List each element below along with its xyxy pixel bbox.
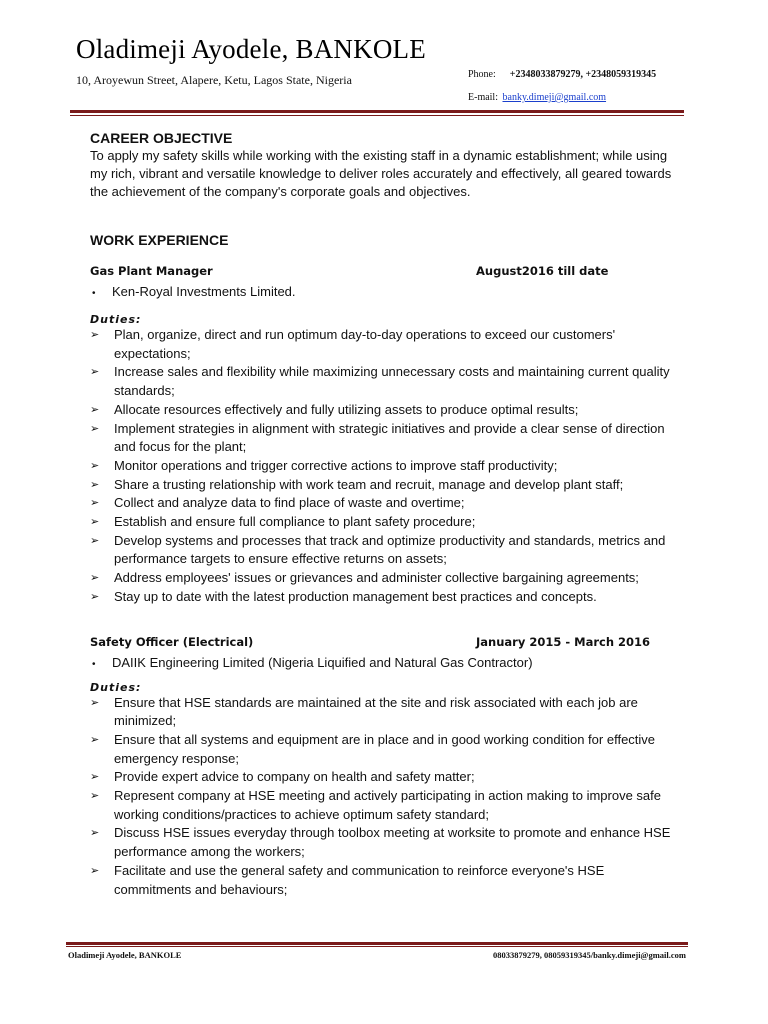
footer-divider-thin: [66, 946, 688, 947]
address: 10, Aroyewun Street, Alapere, Ketu, Lagos State, Nigeria: [76, 73, 352, 87]
email-link[interactable]: banky.dimeji@gmail.com: [502, 92, 607, 103]
resume-body: [90, 130, 682, 899]
email-line: [468, 92, 606, 103]
duty-text: Ensure that all systems and equipment are in place and in good working condition for effective emergency response;: [114, 731, 656, 766]
arrow-bullet-icon: ➢: [90, 696, 100, 709]
duty-item: [90, 401, 682, 420]
duty-text: Develop systems and processes that track and optimize productivity and standards, metrics and performance targets to ensure effective returns on assets;: [114, 532, 666, 567]
duty-text: Represent company at HSE meeting and actively participating in action making to improve safe working conditions/practices to achieve optimum safety standard;: [114, 788, 662, 822]
arrow-bullet-icon: ➢: [90, 422, 100, 435]
duty-item: [90, 457, 682, 476]
duty-text: Establish and ensure full compliance to plant safety procedure;: [114, 514, 476, 530]
duty-item: [90, 824, 682, 861]
arrow-bullet-icon: ➢: [90, 864, 100, 877]
career-objective-text: To apply my safety skills while working with the existing staff in a dynamic establishment; while using my rich, vibrant and versatile knowledge to deliver roles accurately and effectively, all geared towards the achievement of the company's corporate goals and objectives.: [90, 148, 672, 199]
duty-text: Facilitate and use the general safety and communication to reinforce everyone's HSE commitments and behaviours;: [114, 862, 605, 897]
duty-text: Collect and analyze data to find place of waste and overtime;: [114, 495, 465, 511]
arrow-bullet-icon: ➢: [90, 516, 100, 529]
job-header: [90, 264, 682, 284]
duty-item: [90, 532, 682, 569]
job-title: Gas Plant Manager: [90, 264, 213, 278]
job-date: August2016 till date: [476, 264, 609, 278]
company: [90, 284, 682, 299]
job-entry: [90, 635, 682, 900]
duty-item: [90, 363, 682, 400]
resume-name: Oladimeji Ayodele, BANKOLE: [76, 34, 426, 64]
duty-text: Discuss HSE issues everyday through toolbox meeting at worksite to promote and enhance HSE performance among the workers;: [114, 825, 671, 860]
header-divider: [70, 110, 684, 113]
arrow-bullet-icon: ➢: [90, 790, 100, 803]
arrow-bullet-icon: ➢: [90, 572, 100, 585]
company-name: Ken-Royal Investments Limited.: [112, 284, 296, 299]
footer-name: Oladimeji Ayodele, BANKOLE: [68, 950, 182, 960]
duty-item: [90, 768, 682, 787]
footer-contact: 08033879279, 08059319345/banky.dimeji@gmail.com: [492, 950, 686, 960]
duty-text: Implement strategies in alignment with strategic initiatives and provide a clear sense of direction and focus for the plant;: [114, 420, 665, 455]
duty-item: [90, 569, 682, 588]
duties-label: Duties:: [90, 680, 142, 694]
duty-item: [90, 476, 682, 495]
phone-line: [468, 69, 656, 80]
duty-item: [90, 494, 682, 513]
bullet-icon: •: [92, 658, 96, 670]
duty-text: Plan, organize, direct and run optimum day-to-day operations to exceed our customers' expectations;: [114, 327, 616, 361]
job-entry: [90, 264, 682, 607]
duty-text: Share a trusting relationship with work team and recruit, manage and develop plant staff;: [114, 476, 624, 492]
duty-text: Ensure that HSE standards are maintained at the site and risk associated with each job are minimized;: [114, 694, 638, 729]
duty-text: Stay up to date with the latest production management best practices and concepts.: [114, 588, 597, 604]
phone-value: +2348033879279, +2348059319345: [509, 69, 657, 80]
duty-text: Increase sales and flexibility while maximizing unnecessary costs and maintaining current quality standards;: [114, 364, 670, 399]
duty-item: [90, 326, 682, 363]
arrow-bullet-icon: ➢: [90, 366, 100, 379]
arrow-bullet-icon: ➢: [90, 590, 100, 603]
duties-list: [90, 694, 682, 900]
arrow-bullet-icon: ➢: [90, 827, 100, 840]
duty-item: [90, 420, 682, 457]
duty-text: Address employees' issues or grievances and administer collective bargaining agreements;: [114, 570, 639, 586]
bullet-icon: •: [92, 288, 96, 299]
arrow-bullet-icon: ➢: [90, 329, 100, 341]
career-objective-heading: CAREER OBJECTIVE: [90, 130, 233, 146]
email-label: E-mail:: [468, 92, 498, 103]
duty-item: [90, 731, 682, 768]
duty-item: [90, 862, 682, 899]
arrow-bullet-icon: ➢: [90, 534, 100, 547]
job-header: [90, 635, 682, 655]
job-date: January 2015 - March 2016: [476, 634, 651, 649]
duties-label: Duties:: [90, 313, 142, 326]
arrow-bullet-icon: ➢: [90, 771, 100, 784]
duty-item: [90, 787, 682, 824]
arrow-bullet-icon: ➢: [90, 403, 100, 416]
job-title: Safety Officer (Electrical): [90, 634, 254, 649]
arrow-bullet-icon: ➢: [90, 497, 100, 510]
duty-item: [90, 694, 682, 731]
duties-list: [90, 326, 682, 607]
phone-label: Phone:: [468, 69, 496, 80]
duty-item: [90, 513, 682, 532]
company: [90, 655, 682, 670]
arrow-bullet-icon: ➢: [90, 459, 100, 472]
duty-text: Monitor operations and trigger corrective actions to improve staff productivity;: [114, 457, 558, 473]
duty-item: [90, 588, 682, 607]
work-experience-heading: WORK EXPERIENCE: [90, 232, 229, 248]
arrow-bullet-icon: ➢: [90, 733, 100, 746]
footer-divider: [66, 942, 688, 945]
duty-text: Allocate resources effectively and fully utilizing assets to produce optimal results;: [114, 401, 579, 417]
company-name: DAIIK Engineering Limited (Nigeria Liquified and Natural Gas Contractor): [112, 654, 533, 670]
arrow-bullet-icon: ➢: [90, 478, 100, 491]
duty-text: Provide expert advice to company on health and safety matter;: [114, 769, 475, 785]
header-divider-thin: [70, 115, 684, 116]
